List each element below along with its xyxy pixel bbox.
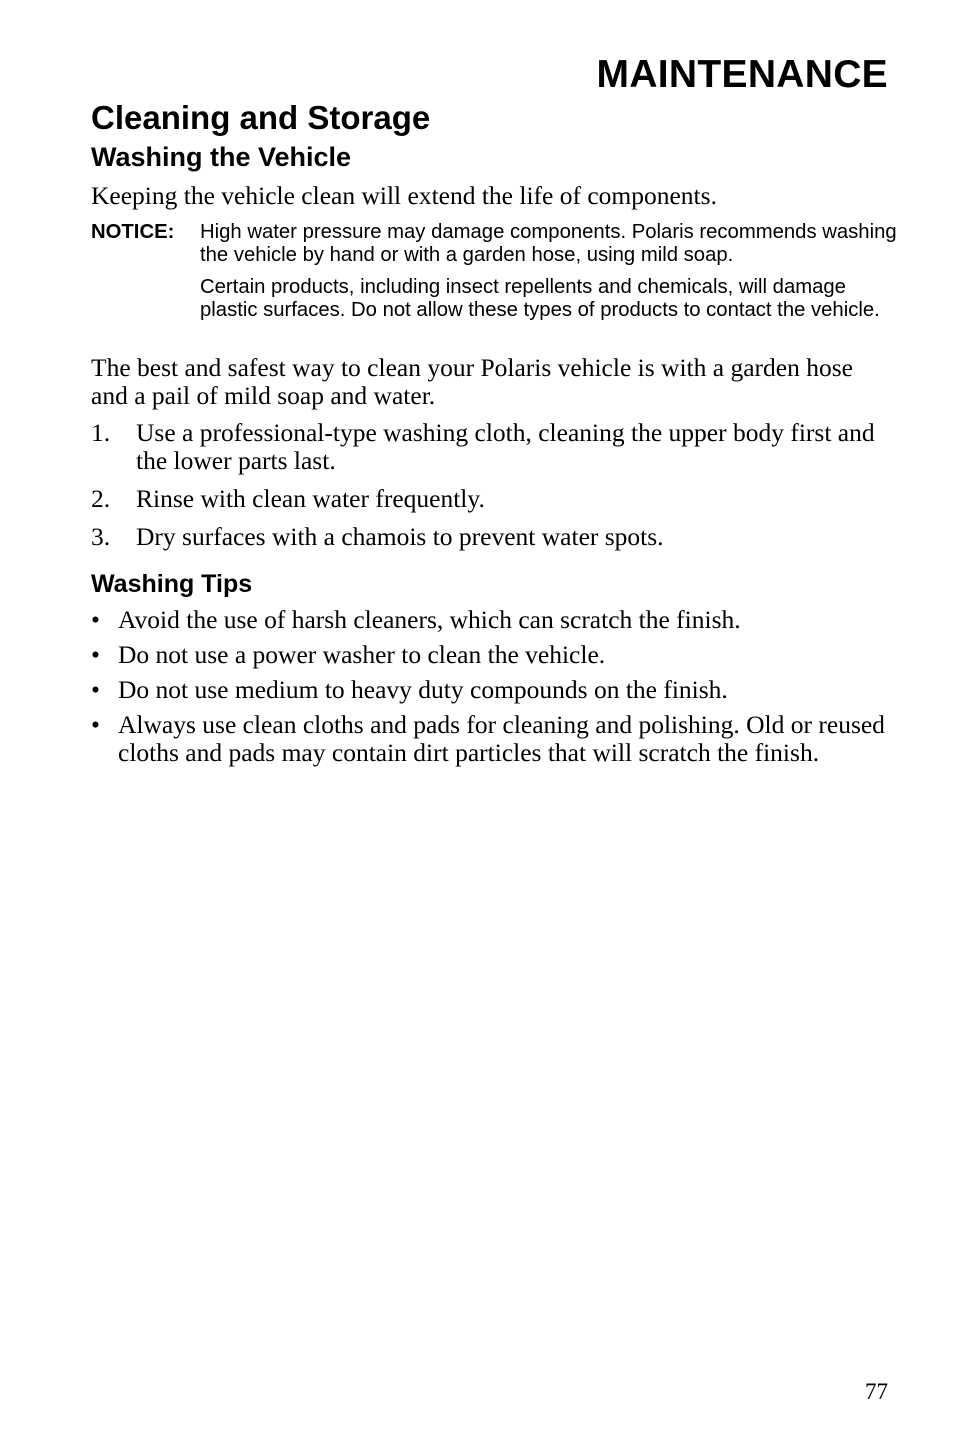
notice-body — [200, 221, 900, 322]
step-text: Rinse with clean water frequently. — [136, 484, 485, 513]
tip-text: Always use clean cloths and pads for cleaning and polishing. Old or reused cloths and pads may contain dirt particles that will scratch the finish. — [118, 710, 885, 767]
step-text: Use a professional-type washing cloth, cleaning the upper body first and the lower parts last. — [136, 418, 875, 475]
list-item — [91, 523, 891, 551]
steps-list — [91, 419, 891, 561]
section-header: MAINTENANCE — [596, 53, 888, 96]
page-number: 77 — [865, 1379, 888, 1404]
step-number: 3. — [91, 522, 111, 551]
notice-paragraph: High water pressure may damage components. Polaris recommends washing the vehicle by hand or with a garden hose, using mild soap. — [200, 221, 897, 266]
bullet-icon: • — [91, 605, 100, 634]
list-item — [91, 419, 891, 475]
step-number: 1. — [91, 418, 111, 447]
step-text: Dry surfaces with a chamois to prevent water spots. — [136, 522, 664, 551]
notice-paragraph: Certain products, including insect repellents and chemicals, will damage plastic surfaces. Do not allow these types of products to contact the vehicle. — [200, 276, 880, 321]
bullet-icon: • — [91, 640, 100, 669]
list-item — [91, 606, 891, 634]
notice-label: NOTICE: — [91, 221, 175, 243]
tip-text: Do not use medium to heavy duty compounds on the finish. — [118, 675, 728, 704]
tip-text: Do not use a power washer to clean the vehicle. — [118, 640, 606, 669]
washing-tips-heading: Washing Tips — [91, 570, 253, 598]
step-number: 2. — [91, 484, 111, 513]
page-title: Cleaning and Storage — [91, 99, 431, 136]
tip-text: Avoid the use of harsh cleaners, which can scratch the finish. — [118, 605, 741, 634]
list-item — [91, 485, 891, 513]
list-item — [91, 711, 891, 767]
list-item — [91, 676, 891, 704]
washing-vehicle-heading: Washing the Vehicle — [91, 142, 352, 172]
bullet-icon: • — [91, 710, 100, 739]
bullet-icon: • — [91, 675, 100, 704]
body-paragraph: The best and safest way to clean your Polaris vehicle is with a garden hose and a pail of mild soap and water. — [91, 353, 853, 410]
intro-paragraph: Keeping the vehicle clean will extend the life of components. — [91, 181, 717, 210]
tips-list — [91, 606, 891, 774]
list-item — [91, 641, 891, 669]
